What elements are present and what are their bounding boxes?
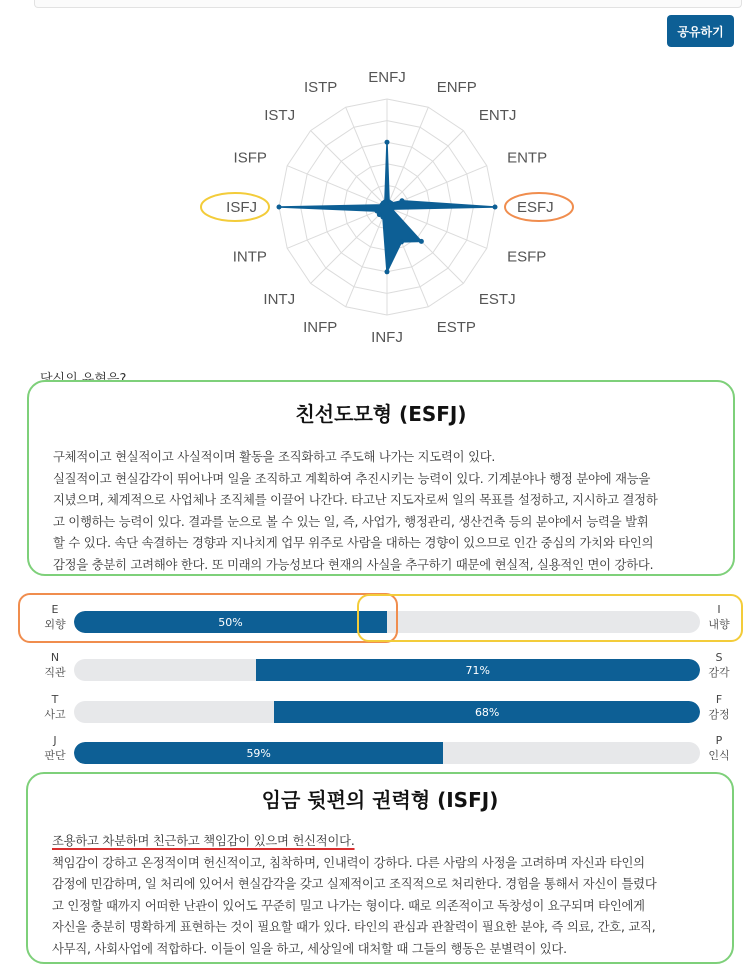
radar-point-intp [375, 209, 380, 214]
bar-left-label [40, 692, 70, 722]
result-title: 임금 뒷편의 권력형 (ISFJ) [261, 788, 499, 812]
bar-left-label [40, 602, 70, 632]
bar-left-letter: N [50, 651, 60, 664]
bar-left-label [40, 733, 70, 763]
bar-row-ei [0, 600, 750, 640]
desc-line: 고 인정할 때까지 어떠한 난관이 있어도 꾸준히 밀고 나가는 형이다. 때로 의존적이고 독창성이 요구되며 타인에게 [52, 898, 645, 913]
bar-right-letter: I [717, 603, 721, 616]
bar-right-sub: 감각 [708, 666, 730, 679]
bar-right-sub: 인식 [708, 749, 730, 762]
radar-label-intp: INTP [232, 248, 267, 266]
desc-line: 자신을 충분히 명확하게 표현하는 것이 필요할 때가 있다. 타인의 관심과 관찰력이 필요한 분야, 즉 의료, 간호, 교직, [52, 920, 656, 935]
mbti-radar-chart [0, 0, 750, 360]
bar-fill: 50% [74, 611, 387, 633]
bar-left-letter: T [51, 693, 59, 706]
bar-right-letter: P [715, 734, 723, 747]
radar-point-entj [388, 201, 393, 206]
radar-label-intj: INTJ [263, 290, 296, 308]
share-button[interactable]: 공유하기 [667, 15, 734, 47]
bar-left-label [40, 650, 70, 680]
bar-row-ns [0, 648, 750, 688]
result-card-esfj [27, 380, 735, 576]
desc-line: 고 이행하는 능력이 있다. 결과를 눈으로 볼 수 있는 일, 즉, 사업가, 행정관리, 생산건축 등의 분야에서 능력을 발휘 [53, 514, 649, 529]
bar-left-letter: E [51, 603, 59, 616]
bar-right-letter: S [715, 651, 723, 664]
bar-left-sub: 판단 [44, 749, 66, 762]
radar-label-esfp: ESFP [507, 248, 547, 266]
radar-point-estp [399, 239, 404, 244]
bar-right-letter: F [715, 693, 723, 706]
radar-point-istp [382, 200, 387, 205]
radar-point-isfj [277, 205, 282, 210]
radar-label-istj: ISTJ [264, 107, 296, 125]
radar-label-entj: ENTJ [478, 107, 517, 125]
radar-label-isfj: ISFJ [226, 199, 257, 216]
desc-line: 실질적이고 현실감각이 뛰어나며 일을 조직하고 계획하여 추진시키는 능력이 있다. 기계분야나 행정 분야에 재능을 [53, 471, 651, 486]
radar-label-infp: INFP [303, 319, 338, 337]
desc-line: 구체적이고 현실적이고 사실적이며 활동을 조직화하고 주도해 나가는 지도력이 있다. [53, 450, 496, 464]
bar-right-sub: 내향 [708, 618, 730, 631]
bar-right-label [704, 733, 734, 763]
result-title: 친선도모형 (ESFJ) [295, 402, 467, 426]
radar-label-estp: ESTP [436, 319, 476, 337]
radar-point-esfp [389, 207, 394, 212]
result-card-isfj [26, 772, 734, 964]
bar-row-jp [0, 731, 750, 771]
radar-label-entp: ENTP [507, 149, 548, 167]
bar-right-label [704, 650, 734, 680]
bar-fill: 68% [274, 701, 700, 723]
desc-line: 사무직, 사회사업에 적합하다. 이들이 일을 하고, 세상일에 대처할 때 그들의 행동은 분별력이 있다. [52, 941, 567, 956]
desc-line: 할 수 있다. 속단 속결하는 경향과 지나치게 업무 위주로 사람을 대하는 경향이 있으므로 인간 중심의 가치와 타인의 [53, 536, 654, 551]
desc-line: 감정에 민감하며, 일 처리에 있어서 현실감각을 갖고 실제적이고 조직적으로 처리한다. 경험을 통해서 자신이 틀렸다 [52, 877, 657, 892]
bar-left-sub: 사고 [44, 708, 66, 721]
radar-label-enfp: ENFP [436, 78, 477, 96]
radar-spoke [311, 207, 387, 283]
radar-point-estj [419, 239, 424, 244]
bar-left-sub: 직관 [44, 666, 66, 679]
bar-left-letter: J [53, 734, 57, 747]
result-description [53, 447, 723, 577]
radar-label-isfp: ISFP [233, 149, 267, 167]
bar-right-label [704, 602, 734, 632]
bar-row-tf [0, 690, 750, 730]
radar-spoke [311, 131, 387, 207]
bar-track [74, 701, 700, 723]
bar-fill: 71% [256, 659, 700, 681]
radar-label-infj: INFJ [371, 329, 403, 346]
radar-data-area [279, 142, 495, 272]
radar-point-entp [399, 198, 404, 203]
radar-label-istp: ISTP [303, 78, 338, 96]
bar-track [74, 659, 700, 681]
radar-label-enfj: ENFJ [368, 69, 406, 86]
radar-point-infj [385, 269, 390, 274]
radar-point-esfj [493, 205, 498, 210]
radar-label-estj: ESTJ [478, 290, 516, 308]
bar-right-label [704, 692, 734, 722]
desc-line: 책임감이 강하고 온정적이며 헌신적이고, 침착하며, 인내력이 강하다. 다른 사람의 사정을 고려하며 자신과 타인의 [52, 855, 645, 870]
radar-point-enfj [385, 140, 390, 145]
desc-line: 지녔으며, 체계적으로 사업체나 조직체를 이끌어 나간다. 타고난 지도자로써 일의 목표를 설정하고, 지시하고 결정하 [53, 493, 658, 508]
desc-line: 감정을 충분히 고려해야 한다. 또 미래의 가능성보다 현재의 사실을 추구하기 때문에 현실적, 실용적인 면이 강하다. [53, 557, 654, 572]
result-description [52, 831, 722, 961]
bar-track [74, 611, 700, 633]
bar-track [74, 742, 700, 764]
desc-line: 조용하고 차분하며 친근하고 책임감이 있으며 헌신적이다. [52, 834, 355, 848]
bar-fill: 59% [74, 742, 443, 764]
bar-right-sub: 감정 [708, 708, 730, 721]
radar-spoke [387, 131, 463, 207]
radar-label-esfj: ESFJ [517, 199, 554, 216]
bar-left-sub: 외향 [44, 618, 66, 631]
